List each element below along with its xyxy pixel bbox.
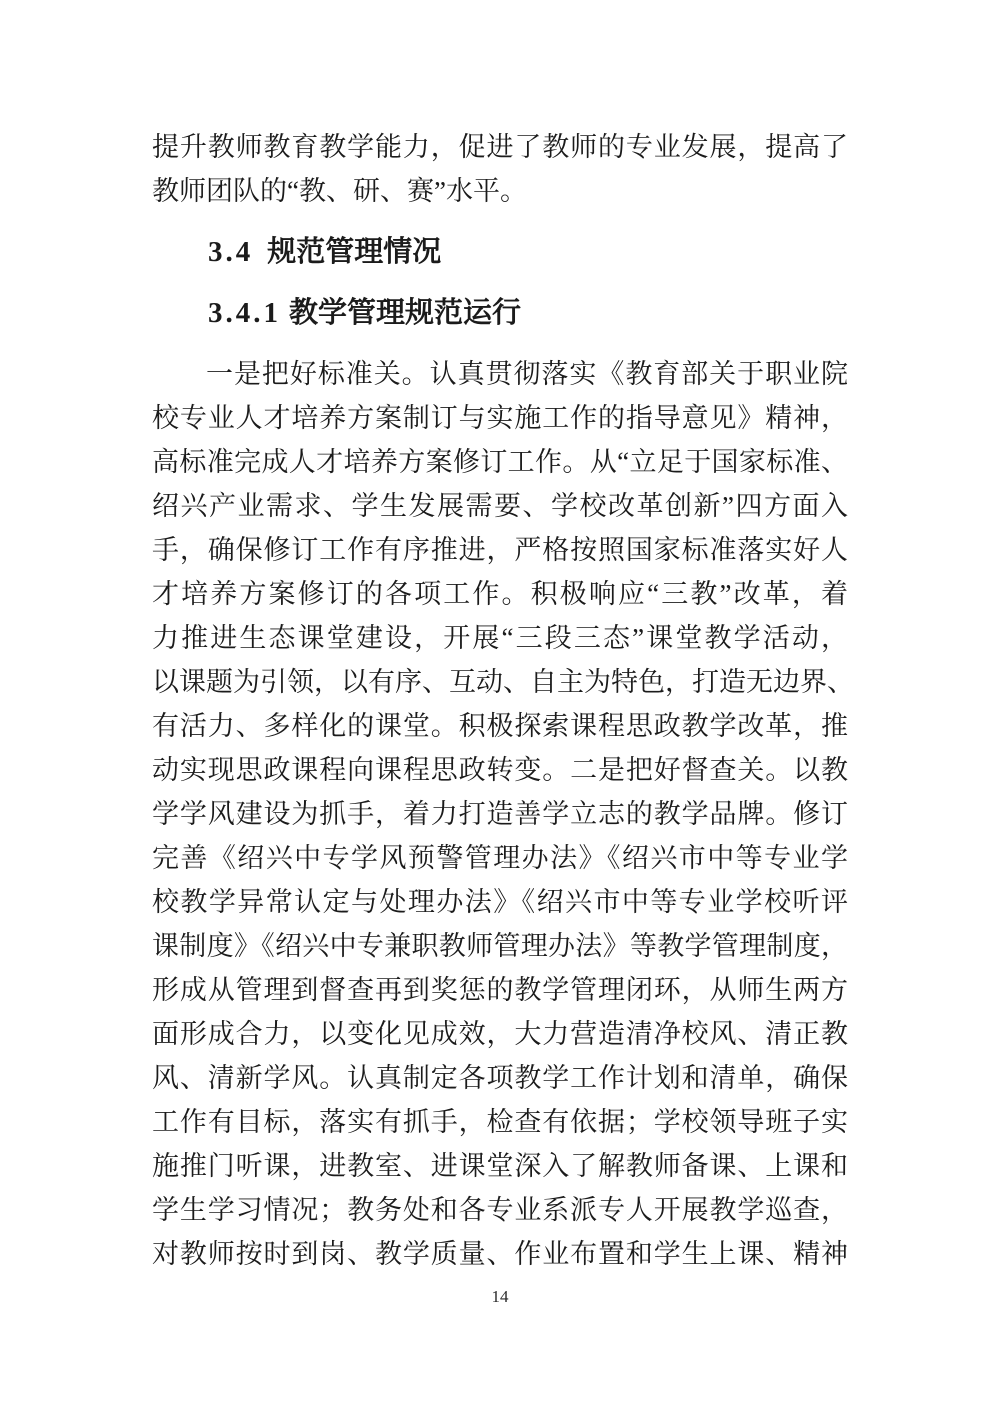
paragraph-line: 学学风建设为抓手，着力打造善学立志的教学品牌。修订 [152,799,848,829]
paragraph-line: 一是把好标准关。认真贯彻落实《教育部关于职业院 [206,359,848,389]
body-paragraph [152,352,854,1276]
paragraph-line: 以课题为引领，以有序、互动、自主为特色，打造无边界、 [152,667,854,697]
paragraph-line: 校教学异常认定与处理办法》《绍兴市中等专业学校听评 [152,887,848,917]
section-title: 规范管理情况 [267,236,442,268]
subsection-title: 教学管理规范运行 [289,297,522,329]
paragraph-line: 施推门听课，进教室、进课堂深入了解教师备课、上课和 [152,1151,848,1181]
paragraph-line: 完善《绍兴中专学风预警管理办法》《绍兴市中等专业学 [152,843,848,873]
paragraph-line: 工作有目标，落实有抓手，检查有依据；学校领导班子实 [152,1107,848,1137]
subsection-number: 3.4.1 [208,297,281,329]
section-number: 3.4 [208,236,254,268]
intro-line: 教师团队的“教、研、赛”水平。 [152,176,527,206]
paragraph-line: 形成从管理到督查再到奖惩的教学管理闭环，从师生两方 [152,975,848,1005]
paragraph-line: 绍兴产业需求、学生发展需要、学校改革创新”四方面入 [152,491,848,521]
paragraph-line: 力推进生态课堂建设，开展“三段三态”课堂教学活动， [152,623,848,653]
section-heading [152,230,848,274]
subsection-heading [152,291,848,335]
paragraph-line: 才培养方案修订的各项工作。积极响应“三教”改革，着 [152,579,848,609]
intro-line: 提升教师教育教学能力，促进了教师的专业发展，提高了 [152,132,848,162]
text-block [152,125,854,1276]
paragraph-line: 手，确保修订工作有序推进，严格按照国家标准落实好人 [152,535,848,565]
paragraph-line: 高标准完成人才培养方案修订工作。从“立足于国家标准、 [152,447,848,477]
intro-paragraph [152,125,848,213]
paragraph-line: 课制度》《绍兴中专兼职教师管理办法》等教学管理制度， [152,931,848,961]
paragraph-line: 学生学习情况；教务处和各专业系派专人开展教学巡查， [152,1195,848,1225]
paragraph-line: 动实现思政课程向课程思政转变。二是把好督查关。以教 [152,755,848,785]
paragraph-line: 校专业人才培养方案制订与实施工作的指导意见》精神， [152,403,848,433]
paragraph-line: 对教师按时到岗、教学质量、作业布置和学生上课、精神 [152,1239,848,1269]
paragraph-line: 有活力、多样化的课堂。积极探索课程思政教学改革，推 [152,711,848,741]
paragraph-line: 风、清新学风。认真制定各项教学工作计划和清单，确保 [152,1063,848,1093]
paragraph-line: 面形成合力，以变化见成效，大力营造清净校风、清正教 [152,1019,848,1049]
page-number: 14 [491,1287,509,1306]
